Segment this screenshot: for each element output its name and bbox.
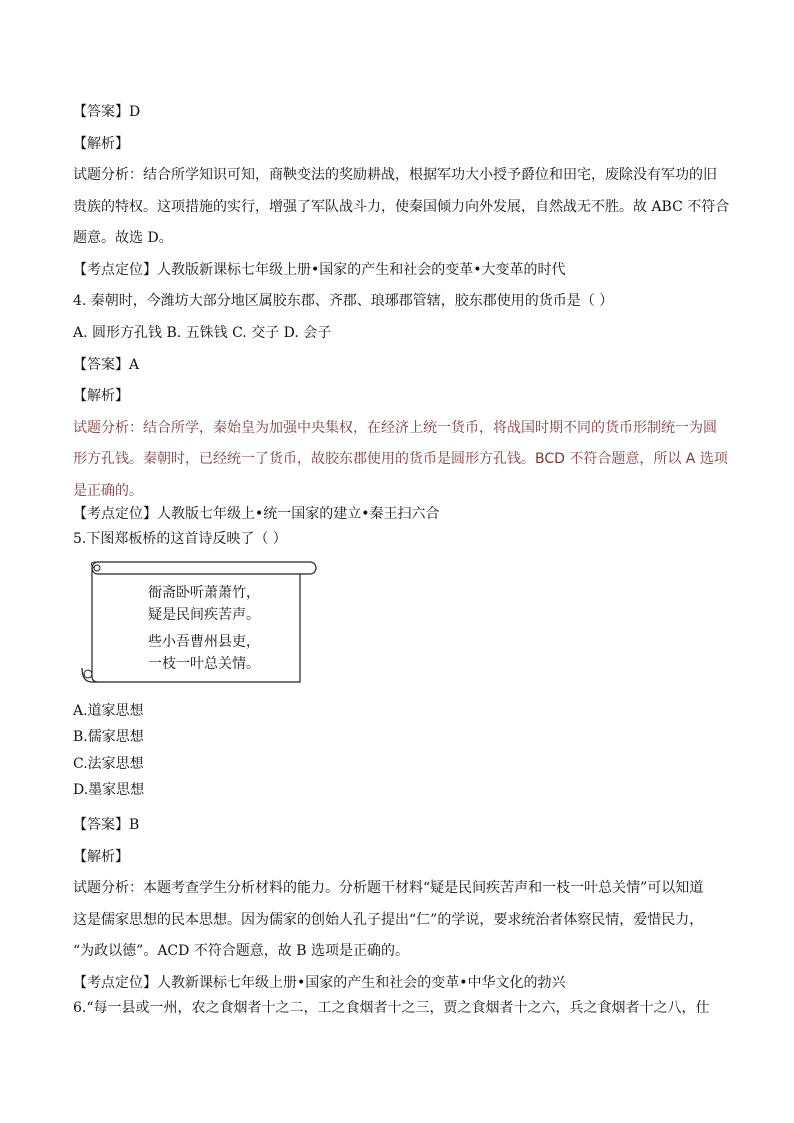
topic-location: 【考点定位】人教新课标七年级上册•国家的产生和社会的变革•中华文化的勃兴 <box>73 975 566 991</box>
analysis-text: 这是儒家思想的民本思想。因为儒家的创始人孔子提出“仁”的学说，要求统治者体察民情，爱惜民力， <box>73 912 704 928</box>
poem-scroll <box>78 558 318 686</box>
analysis-label: 【解析】 <box>73 388 129 404</box>
question-4-options: A. 圆形方孔钱 B. 五铢钱 C. 交子 D. 会子 <box>73 325 332 341</box>
topic-location: 【考点定位】人教版新课标七年级上册•国家的产生和社会的变革•大变革的时代 <box>73 262 566 278</box>
answer-label: 【答案】A <box>73 357 140 373</box>
question-4: 4. 秦朝时，今潍坊大部分地区属胶东郡、齐郡、琅琊郡管辖，胶东郡使用的货币是（ ） <box>73 293 614 309</box>
analysis-label: 【解析】 <box>73 849 129 865</box>
question-6: 6.“每一县或一州，农之食烟者十之二，工之食烟者十之三，贾之食烟者十之六，兵之食烟者十之八，仕 <box>73 1000 710 1016</box>
analysis-text: 试题分析：本题考查学生分析材料的能力。分析题干材料“疑是民间疾苦声和一枝一叶总关情”可以知道 <box>73 880 704 896</box>
topic-location: 【考点定位】人教版七年级上•统一国家的建立•秦王扫六合 <box>73 506 440 522</box>
analysis-label: 【解析】 <box>73 136 129 152</box>
option-a: A.道家思想 <box>73 703 144 719</box>
analysis-text: 题意。故选 D。 <box>73 230 173 246</box>
answer-label: 【答案】B <box>73 817 140 833</box>
option-b: B.儒家思想 <box>73 729 144 745</box>
analysis-text: 是正确的。 <box>73 483 143 499</box>
analysis-text: “为政以德”。ACD 不符合题意，故 B 选项是正确的。 <box>73 943 409 959</box>
option-c: C.法家思想 <box>73 756 144 772</box>
poem-line: 些小吾曹州县吏， <box>148 634 260 650</box>
poem-line: 衙斋卧听萧萧竹， <box>148 585 260 601</box>
analysis-text: 试题分析：结合所学知识可知，商鞅变法的奖励耕战，根据军功大小授予爵位和田宅，废除没有军功的旧 <box>73 167 717 183</box>
poem-line: 一枝一叶总关情。 <box>148 656 260 672</box>
analysis-text: 形方孔钱。秦朝时，已经统一了货币，故胶东郡使用的货币是圆形方孔钱。BCD 不符合题意，所以 A 选项 <box>73 451 728 467</box>
analysis-text: 试题分析：结合所学，秦始皇为加强中央集权，在经济上统一货币，将战国时期不同的货币形制统一为圆 <box>73 420 717 436</box>
answer-label: 【答案】D <box>73 104 141 120</box>
poem-line: 疑是民间疾苦声。 <box>148 607 260 623</box>
analysis-text: 贵族的特权。这项措施的实行，增强了军队战斗力，使秦国倾力向外发展，自然战无不胜。故 ABC 不符合 <box>73 199 730 215</box>
question-5: 5.下图郑板桥的这首诗反映了（ ） <box>73 531 287 547</box>
option-d: D.墨家思想 <box>73 782 145 798</box>
